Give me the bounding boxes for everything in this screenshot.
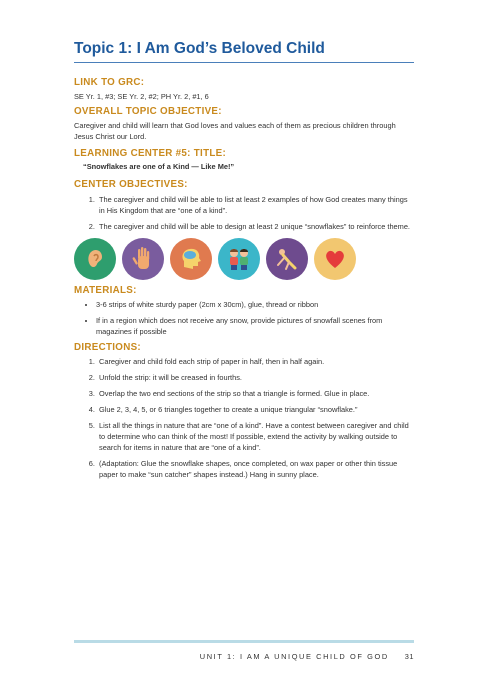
objective-heading: OVERALL TOPIC OBJECTIVE: [74, 106, 222, 117]
footer-unit-title: UNIT 1: I AM A UNIQUE CHILD OF GOD [199, 652, 389, 661]
learning-center-heading: LEARNING CENTER #5: TITLE: [74, 148, 227, 159]
list-item: 2. The caregiver and child will be able to design at least 2 unique “snowflakes” to reinforce theme. [97, 221, 414, 232]
learning-center-title: “Snowflakes are one of a Kind — Like Me!” [83, 162, 235, 171]
stretching-child-icon [266, 238, 308, 280]
link-section [74, 77, 414, 102]
page-title: Topic 1: I Am God’s Beloved Child [74, 40, 414, 63]
list-item: 1. The caregiver and child will be able to list at least 2 examples of how God creates many things in His Kingdom that are “one of a kind”. [97, 194, 414, 216]
list-item: • If in a region which does not receive any snow, provide pictures of snowfall scenes from magazines if possible [96, 315, 414, 337]
list-item: • 3-6 strips of white sturdy paper (2cm x 30cm), glue, thread or ribbon [96, 299, 414, 310]
senses-icon-row [74, 238, 414, 280]
directions-section [74, 342, 414, 480]
learning-center-section [74, 148, 414, 171]
link-heading: LINK TO GRC: [74, 77, 145, 88]
center-objectives-section [74, 179, 414, 232]
list-item: 3. Overlap the two end sections of the strip so that a triangle is formed. Glue in place. [97, 388, 414, 399]
page-content [74, 40, 414, 485]
ear-icon [74, 238, 116, 280]
materials-list [74, 299, 414, 337]
heart-icon [314, 238, 356, 280]
list-item: 5. List all the things in nature that are “one of a kind”. Have a contest between caregiver and child to determine who can think of the most! If possible, extend the activity by walking outside to search for items in nature that are “one of a kind”. [97, 420, 414, 453]
directions-heading: DIRECTIONS: [74, 342, 141, 353]
page-footer [74, 652, 414, 661]
materials-heading: MATERIALS: [74, 285, 137, 296]
hand-icon [122, 238, 164, 280]
link-text: SE Yr. 1, #3; SE Yr. 2, #2; PH Yr. 2, #1, 6 [74, 92, 209, 101]
page-number: 31 [404, 652, 414, 661]
footer-divider [74, 640, 414, 643]
children-icon [218, 238, 260, 280]
objective-text: Caregiver and child will learn that God loves and values each of them as precious children through Jesus Christ our Lord. [74, 121, 396, 141]
directions-list [74, 356, 414, 480]
materials-section [74, 285, 414, 337]
objective-section [74, 106, 414, 142]
head-brain-icon [170, 238, 212, 280]
center-objectives-heading: CENTER OBJECTIVES: [74, 179, 188, 190]
center-objectives-list [74, 194, 414, 232]
list-item: 6. (Adaptation: Glue the snowflake shapes, once completed, on wax paper or other thin tissue paper to make “sun catcher” shapes instead.) Hang in sunny place. [97, 458, 414, 480]
list-item: 2. Unfold the strip: it will be creased in fourths. [97, 372, 414, 383]
list-item: 4. Glue 2, 3, 4, 5, or 6 triangles together to create a unique triangular “snowflake.” [97, 404, 414, 415]
list-item: 1. Caregiver and child fold each strip of paper in half, then in half again. [97, 356, 414, 367]
